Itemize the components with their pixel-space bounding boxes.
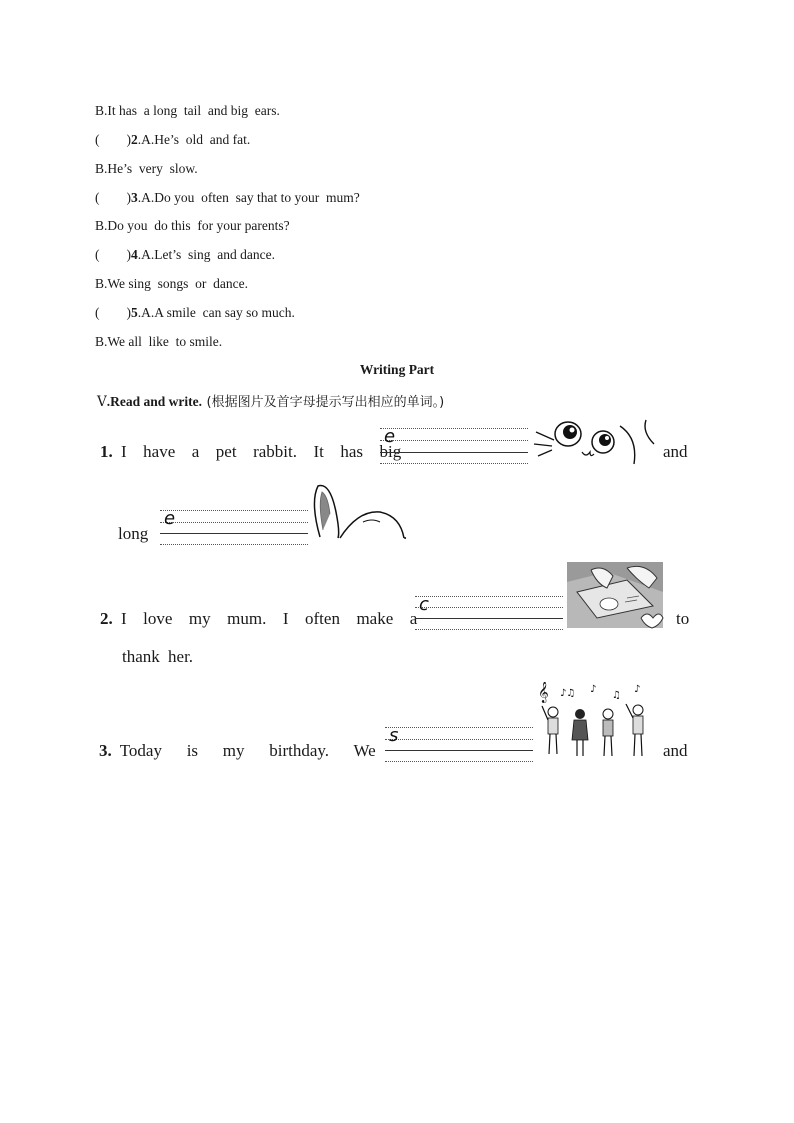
q4-option-b: B.We sing songs or dance. — [95, 276, 249, 291]
children-singing-image — [538, 682, 656, 760]
q3-text-line1 — [99, 741, 376, 761]
hint-letter: e — [164, 508, 176, 529]
option-text: .A.Let’s sing and dance. — [137, 247, 275, 262]
question-number: 4 — [131, 247, 138, 262]
svg-text:♫: ♫ — [612, 690, 621, 701]
q3-option-a — [95, 190, 360, 206]
q5-option-b: B.We all like to smile. — [95, 334, 223, 349]
answer-paren[interactable]: ( ) — [95, 132, 131, 147]
rabbit-eyes-image — [530, 418, 660, 468]
section-instruction: (根据图片及首字母提示写出相应的单词。) — [206, 395, 445, 410]
section-title — [97, 391, 444, 410]
svg-text:♪♫: ♪♫ — [560, 688, 576, 699]
q2-number: 2. — [100, 609, 113, 628]
q2-text-line1 — [100, 609, 417, 629]
card-making-image — [567, 562, 667, 630]
option-text: .A.He’s old and fat. — [137, 132, 251, 147]
q1-text-long: long — [118, 524, 149, 543]
section-heading: Writing Part — [359, 362, 435, 377]
q2-after-to: to — [676, 609, 690, 628]
q3-text-a: Today is my birthday. We — [119, 741, 376, 760]
hint-letter: s — [389, 725, 399, 746]
q1-text-line1 — [100, 442, 401, 462]
q3-blank[interactable] — [385, 727, 533, 763]
hint-letter: c — [419, 594, 429, 615]
hint-letter: e — [384, 426, 396, 447]
q1-number: 1. — [100, 442, 113, 461]
q1-period: . — [403, 524, 408, 543]
svg-text:♪: ♪ — [634, 684, 641, 695]
question-number: 2 — [131, 132, 138, 147]
q4-option-a — [95, 247, 275, 263]
q1-after-and: and — [663, 442, 688, 461]
section-number: Ⅴ — [97, 394, 107, 409]
q3-after-and: and — [663, 741, 688, 760]
q2-option-a — [95, 132, 250, 148]
q1-option-b: B.It has a long tail and big ears. — [95, 103, 280, 118]
section-title-text: .Read and write. — [106, 394, 202, 409]
q1-blank-2[interactable] — [160, 510, 308, 546]
answer-paren[interactable]: ( ) — [95, 305, 131, 320]
q1-blank-1[interactable] — [380, 428, 528, 464]
q3-number: 3. — [99, 741, 112, 760]
q2-text-a: I love my mum. I often make a — [121, 609, 418, 628]
q2-text-line2: thank her. — [122, 647, 194, 666]
q3-option-b: B.Do you do this for your parents? — [95, 218, 290, 233]
svg-text:𝄞: 𝄞 — [538, 682, 549, 703]
option-text: .A.A smile can say so much. — [137, 305, 295, 320]
option-text: .A.Do you often say that to your mum? — [137, 190, 360, 205]
q1-text-a: I have a pet rabbit. It has big — [121, 442, 402, 461]
q2-option-b: B.He’s very slow. — [95, 161, 198, 176]
answer-paren[interactable]: ( ) — [95, 190, 131, 205]
question-number: 5 — [131, 305, 138, 320]
q5-option-a — [95, 305, 295, 321]
q2-blank[interactable] — [415, 596, 563, 632]
rabbit-ears-image — [308, 482, 406, 542]
question-number: 3 — [131, 190, 138, 205]
svg-text:♪: ♪ — [590, 684, 597, 695]
answer-paren[interactable]: ( ) — [95, 247, 131, 262]
